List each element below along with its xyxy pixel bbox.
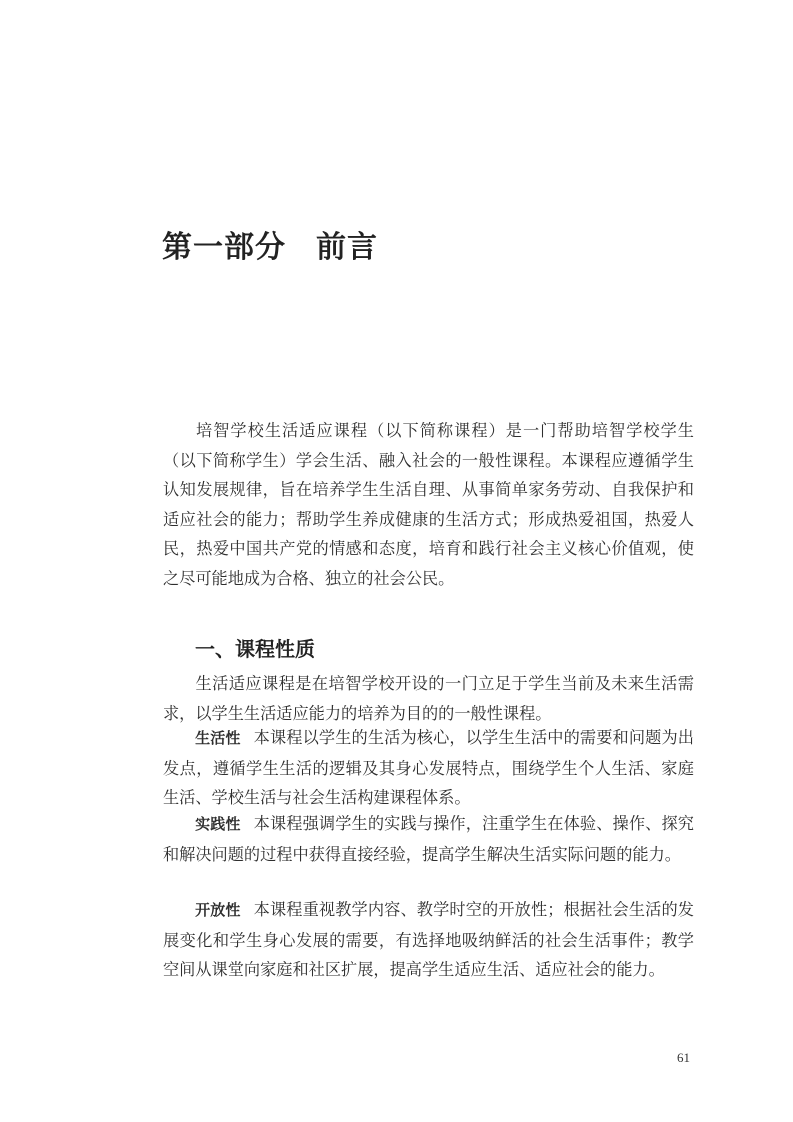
- intro-paragraph: [163, 416, 694, 594]
- practice-paragraph: [163, 809, 694, 869]
- openness-term: 开放性: [195, 901, 241, 919]
- practice-text: 本课程强调学生的实践与操作，注重学生在体验、操作、探究和解决问题的过程中获得直接经验，提高学生解决生活实际问题的能力。: [163, 814, 694, 864]
- life-term: 生活性: [195, 729, 241, 747]
- openness-paragraph: [163, 895, 694, 985]
- part-label: 第一部分: [162, 230, 286, 265]
- life-text: 本课程以学生的生活为核心，以学生生活中的需要和问题为出发点，遵循学生生活的逻辑及其身心发展特点，围绕学生个人生活、家庭生活、学校生活与社会生活构建课程体系。: [163, 728, 694, 808]
- intro-text: 培智学校生活适应课程（以下简称课程）是一门帮助培智学校学生（以下简称学生）学会生活、融入社会的一般性课程。本课程应遵循学生认知发展规律，旨在培养学生生活自理、从事简单家务劳动、自我保护和适应社会的能力；帮助学生养成健康的生活方式；形成热爱祖国，热爱人民，热爱中国共产党的情感和态度，培育和践行社会主义核心价值观，使之尽可能地成为合格、独立的社会公民。: [163, 421, 694, 588]
- life-paragraph: [163, 723, 694, 813]
- section-heading: 一、课程性质: [195, 637, 315, 661]
- part-title: [162, 222, 378, 266]
- part-name: 前言: [316, 230, 378, 265]
- nature-paragraph: [163, 669, 694, 728]
- practice-term: 实践性: [195, 815, 241, 833]
- openness-text: 本课程重视教学内容、教学时空的开放性；根据社会生活的发展变化和学生身心发展的需要，有选择地吸纳鲜活的社会生活事件；教学空间从课堂向家庭和社区扩展，提高学生适应生活、适应社会的能力。: [163, 900, 694, 980]
- nature-text: 生活适应课程是在培智学校开设的一门立足于学生当前及未来生活需求，以学生生活适应能力的培养为目的的一般性课程。: [163, 674, 694, 723]
- page-number: 61: [677, 1050, 690, 1065]
